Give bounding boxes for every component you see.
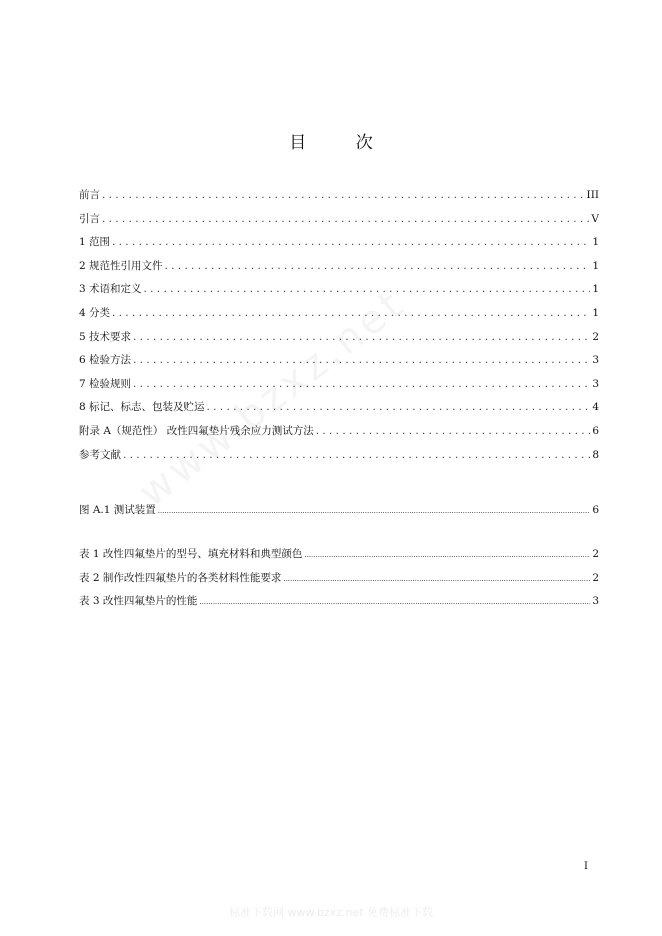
toc-entry-page: 3 <box>592 354 599 367</box>
dot-leader <box>158 507 591 515</box>
toc-entry-label: 前言 <box>79 189 100 201</box>
toc-entry-page: 6 <box>592 424 599 437</box>
page-title: 目 次 <box>289 133 395 153</box>
toc-entry-page: 4 <box>592 401 599 414</box>
toc-entry-label: 引言 <box>79 212 100 225</box>
toc-entry-label: 6 检验方法 <box>79 354 132 367</box>
dot-leader <box>112 236 590 248</box>
toc-entry-label: 7 检验规则 <box>79 377 132 390</box>
toc-entry-page: 1 <box>592 259 599 272</box>
dot-leader <box>316 425 591 437</box>
toc-entry-marking-packaging[interactable] <box>79 399 599 423</box>
toc-entry-label: 2 规范性引用文件 <box>79 259 163 272</box>
dot-leader <box>165 260 591 272</box>
toc-entry-page: 1 <box>592 236 599 249</box>
toc-entry-table-2[interactable] <box>79 570 599 594</box>
toc-entry-label: 图 A.1 测试装置 <box>79 504 156 516</box>
toc-entry-terms[interactable] <box>79 281 599 305</box>
dot-leader <box>133 378 590 390</box>
dot-leader <box>102 189 585 201</box>
toc-entry-label: 5 技术要求 <box>79 330 132 343</box>
toc-entry-label: 表 1 改性四氟垫片的型号、填充材料和典型颜色 <box>79 548 303 560</box>
dot-leader <box>304 551 590 559</box>
toc-entry-page: V <box>591 212 599 225</box>
toc-entry-page: III <box>586 189 599 201</box>
toc-entry-label: 8 标记、标志、包装及贮运 <box>79 401 205 414</box>
toc-entry-label: 表 2 制作改性四氟垫片的各类材料性能要求 <box>79 571 282 584</box>
toc-entry-normative-references[interactable] <box>79 258 599 282</box>
toc-entry-page: 1 <box>592 306 599 319</box>
toc-entry-label: 参考文献 <box>79 448 121 461</box>
toc-entry-page: 6 <box>592 504 599 516</box>
toc-entry-page: 2 <box>592 571 599 584</box>
bottom-watermark-note: 标准下载网 www.bzxz.net 免费标准下载 <box>228 906 434 919</box>
toc-entry-table-1[interactable] <box>79 546 599 570</box>
dot-leader <box>199 598 590 606</box>
toc-entry-label: 附录 A（规范性） 改性四氟垫片残余应力测试方法 <box>79 424 314 437</box>
toc-entry-inspection-rules[interactable] <box>79 376 599 400</box>
toc-entry-label: 3 术语和定义 <box>79 283 142 296</box>
toc-entry-page: 1 <box>592 283 599 296</box>
toc-entry-foreword[interactable] <box>79 187 599 211</box>
toc-entry-page: 2 <box>592 330 599 343</box>
toc-entry-page: 3 <box>592 377 599 390</box>
toc-entry-page: 3 <box>592 595 599 607</box>
toc-entry-page: 8 <box>592 448 599 461</box>
dot-leader <box>102 213 589 225</box>
toc-entry-label: 1 范围 <box>79 236 111 249</box>
toc-entry-label: 表 3 改性四氟垫片的性能 <box>79 595 198 607</box>
toc-entry-introduction[interactable] <box>79 211 599 235</box>
toc-tables <box>79 546 599 617</box>
toc-entry-table-3[interactable] <box>79 593 599 617</box>
page-number: I <box>584 861 588 872</box>
toc-entry-label: 4 分类 <box>79 306 111 319</box>
toc-entry-scope[interactable] <box>79 234 599 258</box>
toc-entry-page: 2 <box>592 548 599 560</box>
dot-leader <box>283 575 590 583</box>
toc-entry-annex-a[interactable] <box>79 423 599 447</box>
